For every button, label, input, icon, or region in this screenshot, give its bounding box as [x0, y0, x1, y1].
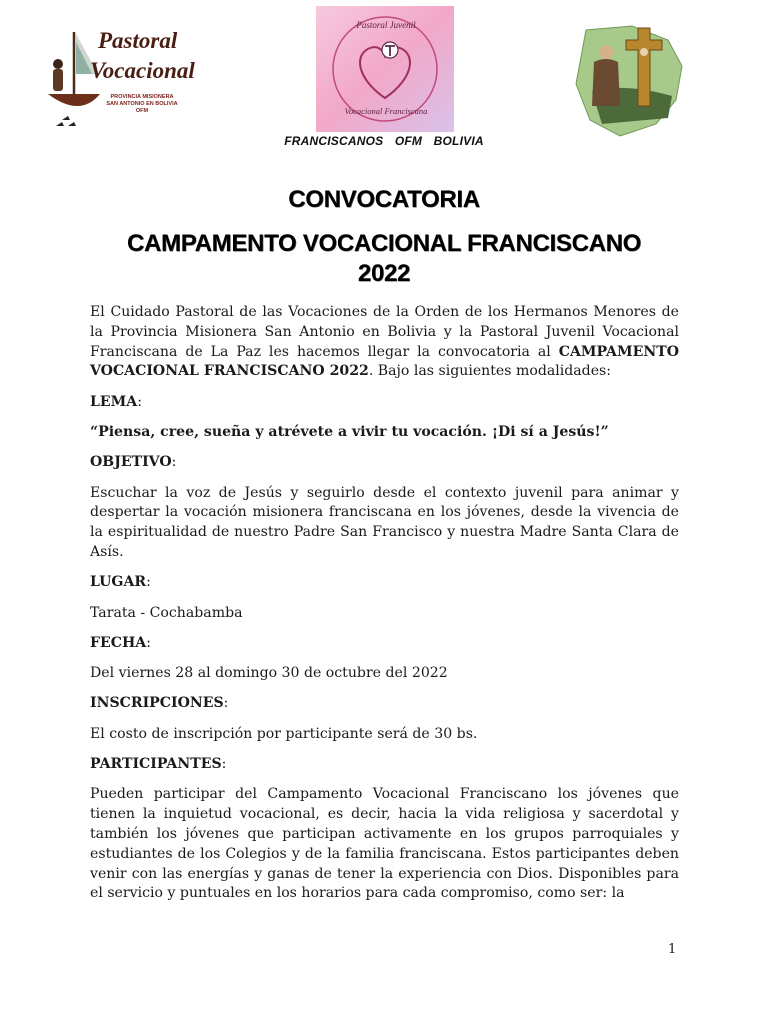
center-logo-bottom-text: Vocacional Franciscana	[344, 106, 428, 116]
lema-text: “Piensa, cree, sueña y atrévete a vivir tu vocación. ¡Di sí a Jesús!”	[90, 423, 609, 440]
participantes-heading: PARTICIPANTES:	[90, 756, 227, 773]
lugar-text: Tarata - Cochabamba	[90, 604, 243, 621]
document-body	[90, 303, 679, 915]
fecha-text: Del viernes 28 al domingo 30 de octubre del 2022	[90, 665, 448, 682]
organization-line: FRANCISCANOS OFM BOLIVIA	[284, 134, 484, 148]
lugar-heading: LUGAR:	[90, 574, 151, 591]
inscripciones-heading: INSCRIPCIONES:	[90, 695, 229, 712]
logo-word-vocacional: Vocacional	[90, 58, 195, 83]
intro-event-name: CAMPAMENTO VOCACIONAL FRANCISCANO 2022	[90, 343, 679, 380]
intro-paragraph: El Cuidado Pastoral de las Vocaciones de la Orden de los Hermanos Menores de la Provincia Misionera San Antonio en Bolivia y la Pastoral Juvenil Vocacional Franciscana de La Paz les hacemos llegar la convocatoria al CAMPAMENTO VOCACIONAL FRANCISCANO 2022. Bajo las siguientes modalidades:	[90, 304, 679, 380]
logo-subtitle: PROVINCIA MISIONERA SAN ANTONIO EN BOLIVIA OFM	[106, 94, 178, 114]
objetivo-heading: OBJETIVO:	[90, 454, 177, 471]
pastoral-juvenil-logo	[316, 6, 454, 132]
franciscan-bolivia-logo	[572, 22, 688, 142]
page-number: 1	[668, 942, 677, 957]
lema-heading: LEMA:	[90, 393, 142, 410]
pastoral-vocacional-logo	[40, 22, 195, 134]
title-year: 2022	[357, 260, 411, 287]
participantes-text: Pueden participar del Campamento Vocacional Franciscano los jóvenes que tienen la inquietud vocacional, es decir, hacia la vida religiosa y sacerdotal y también los jóvenes que participan activamente en los grupos parroquiales y estudiantes de los Colegios y de la familia franciscana. Estos participantes deben venir con las energías y ganas de tener la experiencia con Dios. Disponibles para el servicio y puntuales en los horarios para cada compromiso, como ser: la	[90, 786, 679, 902]
saint-francis-cross-icon	[572, 22, 688, 142]
title-convocatoria: CONVOCATORIA	[288, 186, 480, 213]
title-campamento: CAMPAMENTO VOCACIONAL FRANCISCANO	[126, 230, 642, 257]
center-logo-top-text: Pastoral Juvenil	[356, 20, 416, 30]
fecha-heading: FECHA:	[90, 634, 151, 651]
logo-word-pastoral: Pastoral	[98, 28, 178, 53]
inscripciones-text: El costo de inscripción por participante será de 30 bs.	[90, 725, 478, 742]
objetivo-text: Escuchar la voz de Jesús y seguirlo desde el contexto juvenil para animar y despertar la vocación misionera franciscana en los jóvenes, desde la vivencia de la espiritualidad de nuestro Padre San Francisco y nuestra Madre Santa Clara de Asís.	[90, 484, 679, 560]
